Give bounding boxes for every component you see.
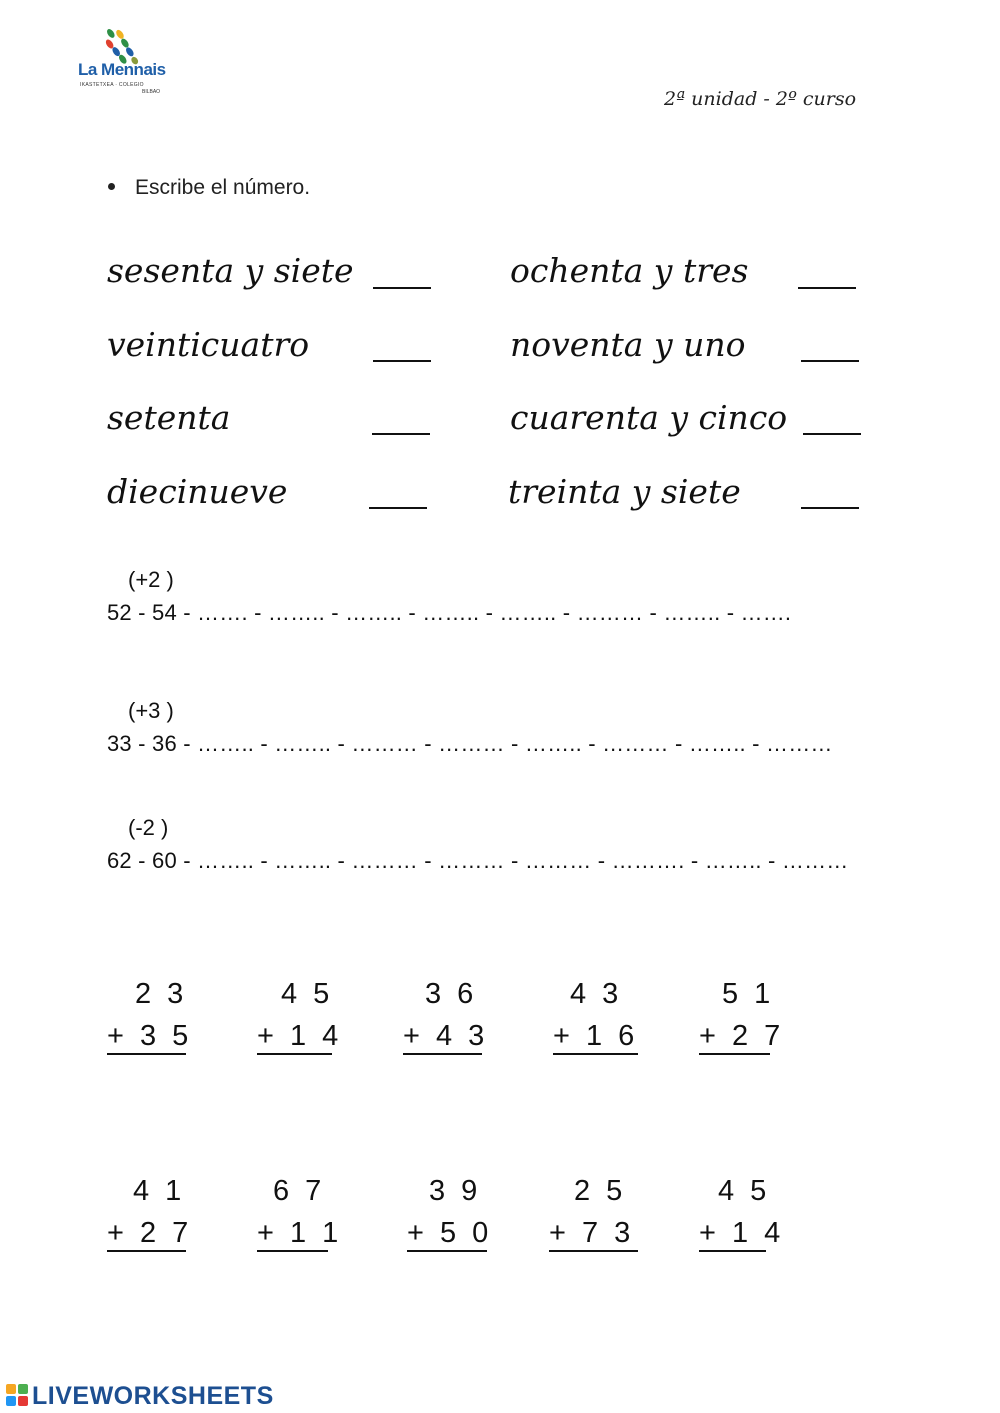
liveworksheets-logo-icon [6,1384,28,1406]
answer-blank[interactable] [372,433,430,435]
series-operation: (+2 ) [128,567,174,592]
addend-top: 2 3 [135,978,188,1010]
addend-top: 5 1 [722,978,775,1010]
addend-bottom: + 1 4 [257,1020,343,1052]
addend-top: 3 6 [425,978,478,1010]
addend-top: 3 9 [429,1175,482,1207]
answer-blank[interactable] [373,360,431,362]
addend-bottom: + 2 7 [107,1217,193,1249]
sum-line[interactable] [403,1053,482,1055]
answer-blank[interactable] [798,287,856,289]
logo-name: La Mennais [78,60,166,79]
sum-line[interactable] [107,1053,186,1055]
unit-header: 2ª unidad - 2º curso [664,88,857,110]
sum-line[interactable] [699,1250,766,1252]
instruction [108,176,310,200]
series-sequence[interactable]: 62 - 60 - …….. - …….. - ……… - ……… - ……… - ………. - …….. - ……… [107,848,849,873]
number-word: sesenta y siete [107,251,354,290]
sum-line[interactable] [549,1250,638,1252]
addend-bottom: + 2 7 [699,1020,785,1052]
series-sequence[interactable]: 33 - 36 - …….. - …….. - ……… - ……… - …….. - ……… - …….. - ……… [107,731,833,756]
addend-bottom: + 7 3 [549,1217,635,1249]
answer-blank[interactable] [803,433,861,435]
answer-blank[interactable] [801,507,859,509]
answer-blank[interactable] [369,507,427,509]
addend-bottom: + 4 3 [403,1020,489,1052]
addend-top: 4 3 [570,978,623,1010]
sum-line[interactable] [257,1053,332,1055]
addend-bottom: + 1 4 [699,1217,785,1249]
addend-bottom: + 5 0 [407,1217,493,1249]
sum-line[interactable] [699,1053,770,1055]
logo-city: BILBAO [142,89,161,95]
addend-top: 2 5 [574,1175,627,1207]
addend-bottom: + 3 5 [107,1020,193,1052]
number-word: setenta [107,398,231,437]
number-word: treinta y siete [508,472,741,511]
answer-blank[interactable] [373,287,431,289]
number-word: noventa y uno [510,325,746,364]
addend-top: 6 7 [273,1175,326,1207]
sum-line[interactable] [107,1250,186,1252]
answer-blank[interactable] [801,360,859,362]
series-sequence[interactable]: 52 - 54 - ……. - …….. - …….. - …….. - …….. - ……… - …….. - ……. [107,600,792,625]
number-word: diecinueve [107,472,288,511]
footer-brand: LIVEWORKSHEETS [32,1382,274,1410]
sum-line[interactable] [407,1250,487,1252]
addend-top: 4 5 [718,1175,771,1207]
number-word: veinticuatro [107,325,310,364]
addend-top: 4 1 [133,1175,186,1207]
addend-top: 4 5 [281,978,334,1010]
addend-bottom: + 1 1 [257,1217,343,1249]
sum-line[interactable] [553,1053,638,1055]
logo-subtitle: IKASTETXEA · COLEGIO [80,82,144,88]
number-word: ochenta y tres [510,251,749,290]
instruction-text: Escribe el número. [135,176,311,199]
addend-bottom: + 1 6 [553,1020,639,1052]
series-operation: (-2 ) [128,815,169,840]
sum-line[interactable] [257,1250,328,1252]
bullet-icon [108,183,115,190]
series-operation: (+3 ) [128,698,174,723]
number-word: cuarenta y cinco [510,398,788,437]
